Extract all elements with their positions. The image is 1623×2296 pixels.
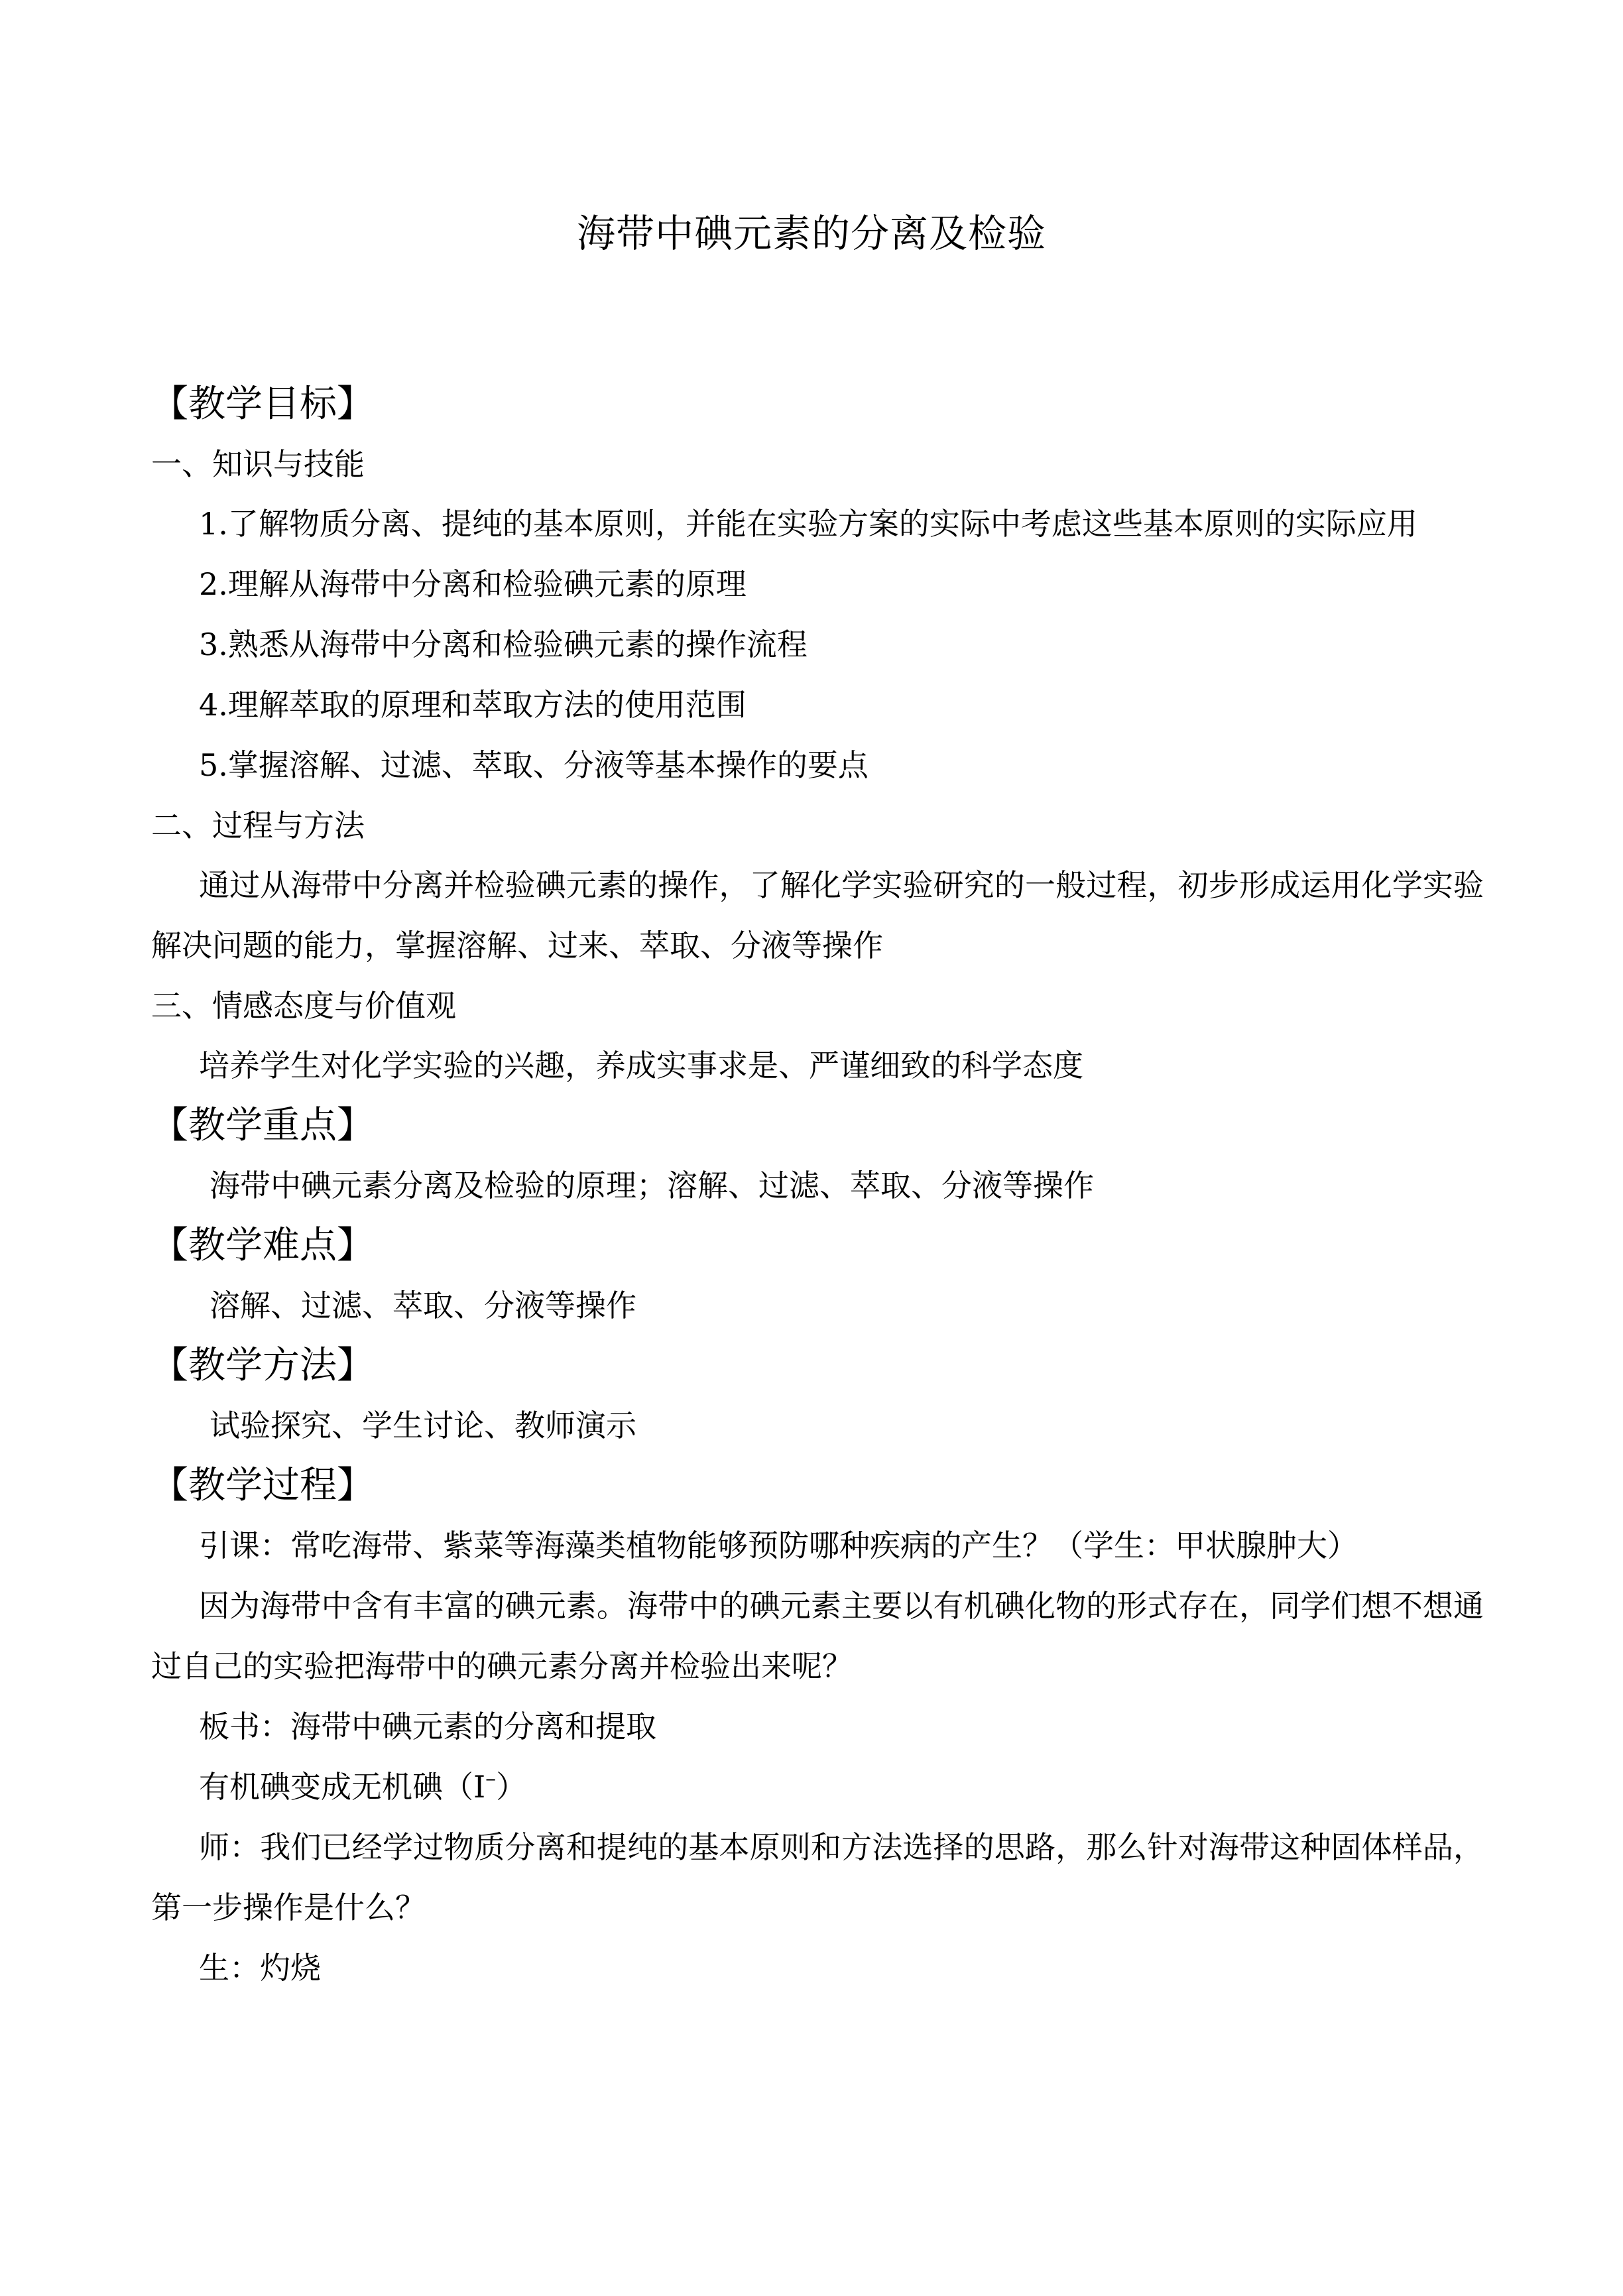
procedure-convert-prefix: 有机碘变成无机碘（I [199,1769,486,1805]
knowledge-item-4: 4.理解萃取的原理和萃取方法的使用范围 [199,687,747,723]
procedure-intro: 引课：常吃海带、紫菜等海藻类植物能够预防哪种疾病的产生？（学生：甲状腺肿大） [199,1528,1358,1563]
procedure-convert [151,1757,1484,1817]
attitude-heading: 三、情感态度与价值观 [151,988,456,1024]
knowledge-heading: 一、知识与技能 [151,446,365,482]
methods-text: 试验探究、学生讨论、教师演示 [210,1408,636,1443]
procedure-student: 生：灼烧 [199,1950,321,1986]
procedure-convert-suffix: ） [496,1769,527,1805]
procedure-heading: 【教学过程】 [151,1464,374,1507]
knowledge-item-2: 2.理解从海带中分离和检验碘元素的原理 [199,566,747,602]
iodide-charge: – [485,1766,497,1791]
knowledge-item-1: 1.了解物质分离、提纯的基本原则，并能在实验方案的实际中考虑这些基本原则的实际应用 [199,506,1417,542]
document-body [151,375,1484,1998]
methods-heading: 【教学方法】 [151,1344,374,1387]
difficulties-heading: 【教学难点】 [151,1224,374,1267]
document-title: 海带中碘元素的分离及检验 [576,211,1046,256]
process-heading: 二、过程与方法 [151,808,365,843]
objectives-heading: 【教学目标】 [151,383,374,426]
procedure-board: 板书：海带中碘元素的分离和提取 [199,1709,656,1744]
procedure-explain: 因为海带中含有丰富的碘元素。海带中的碘元素主要以有机碘化物的形式存在，同学们想不想通过自己的实验把海带中的碘元素分离并检验出来呢？ [151,1588,1484,1684]
knowledge-item-5: 5.掌握溶解、过滤、萃取、分液等基本操作的要点 [199,747,869,783]
key-points-text: 海带中碘元素分离及检验的原理；溶解、过滤、萃取、分液等操作 [210,1168,1094,1203]
difficulties-text: 溶解、过滤、萃取、分液等操作 [210,1288,636,1323]
knowledge-item-3: 3.熟悉从海带中分离和检验碘元素的操作流程 [199,627,808,662]
process-text: 通过从海带中分离并检验碘元素的操作，了解化学实验研究的一般过程，初步形成运用化学实验解决问题的能力，掌握溶解、过来、萃取、分液等操作 [151,867,1484,963]
attitude-text: 培养学生对化学实验的兴趣，养成实事求是、严谨细致的科学态度 [199,1048,1083,1083]
procedure-teacher: 师：我们已经学过物质分离和提纯的基本原则和方法选择的思路，那么针对海带这种固体样品，第一步操作是什么？ [151,1829,1484,1925]
key-points-heading: 【教学重点】 [151,1104,374,1147]
